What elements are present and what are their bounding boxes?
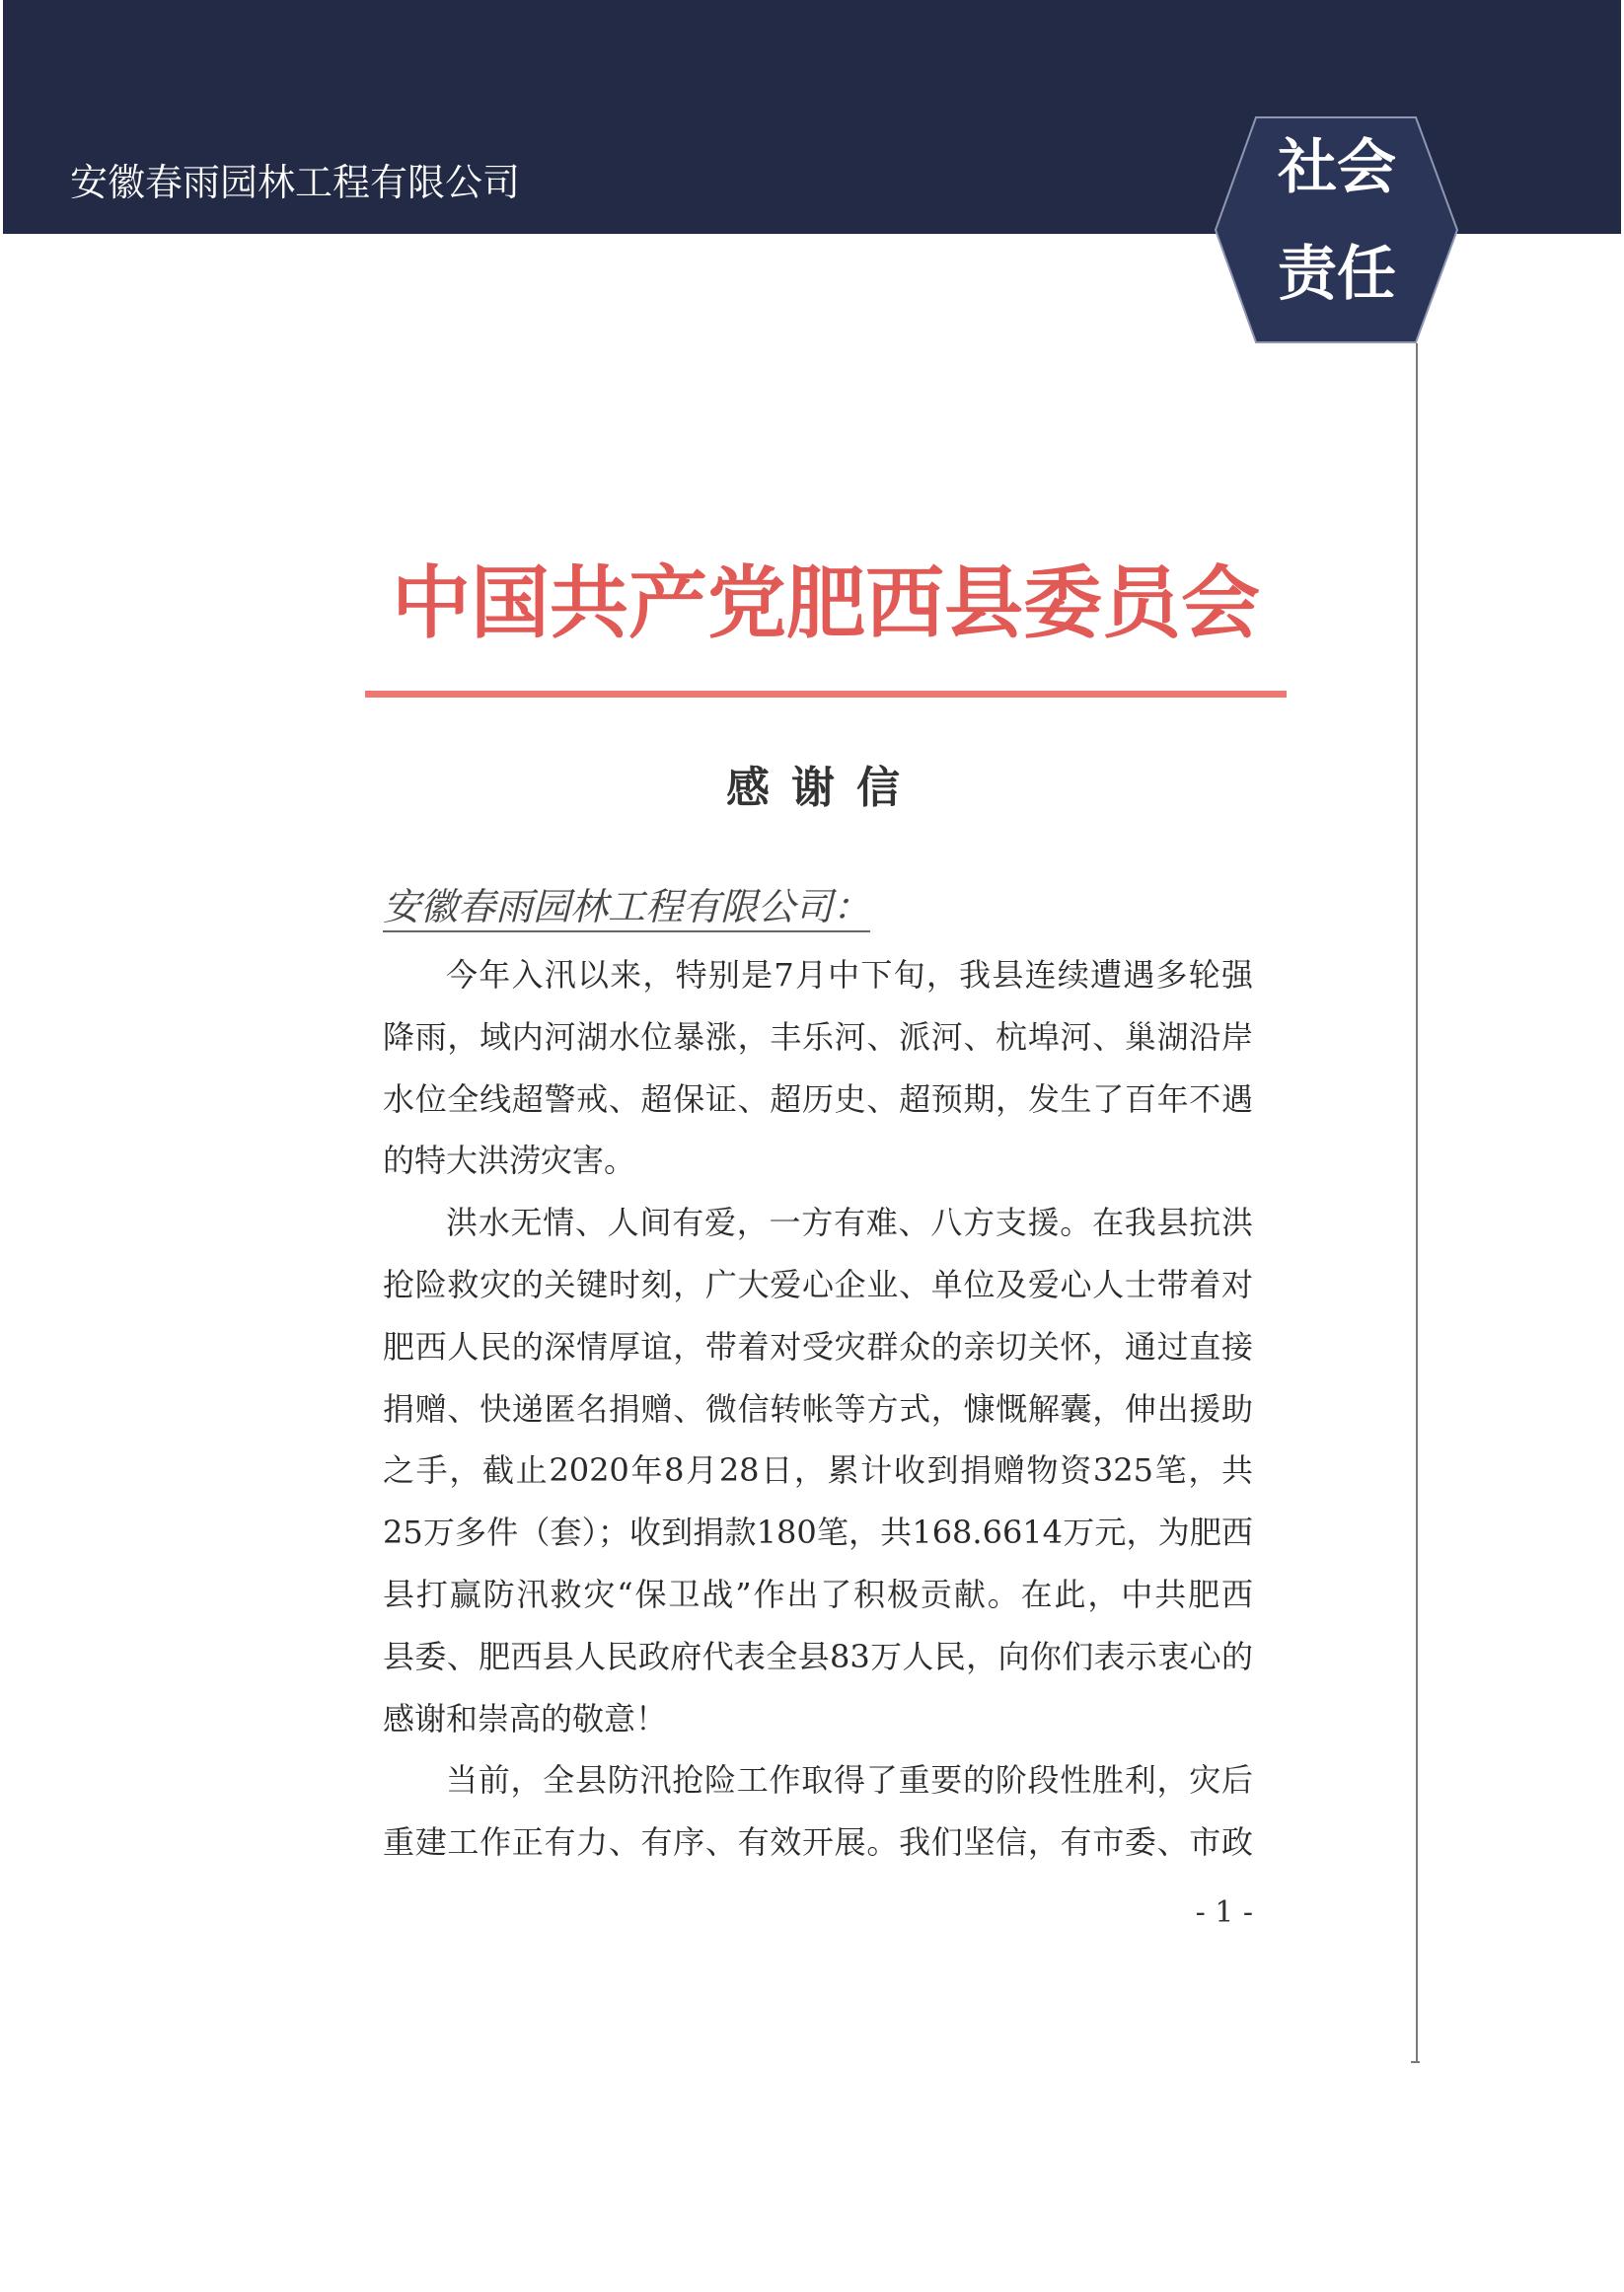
body-line: 感谢和崇高的敬意！	[383, 1699, 668, 1737]
body-line: 今年入汛以来，特别是7月中下旬，我县连续遭遇多轮强	[446, 956, 1253, 994]
paragraph-3	[383, 1749, 1253, 1874]
letterhead-issuer: 中国共产党肥西县委员会	[392, 556, 1260, 649]
page-number: - 1 -	[1195, 1895, 1253, 1930]
badge-line-1: 社会	[1278, 133, 1396, 202]
paragraph-1	[383, 944, 1253, 1192]
letter-body	[383, 944, 1253, 1874]
company-name: 安徽春雨园林工程有限公司	[70, 161, 521, 204]
body-line: 降雨，域内河湖水位暴涨，丰乐河、派河、杭埠河、巢湖沿岸	[383, 1017, 1253, 1056]
body-line: 当前，全县防汛抢险工作取得了重要的阶段性胜利，灾后	[446, 1761, 1253, 1800]
body-line: 捐赠、快递匿名捐赠、微信转帐等方式，慷慨解囊，伸出援助	[383, 1389, 1253, 1428]
letterhead-red-rule	[365, 691, 1287, 698]
scan-right-edge-line	[1416, 343, 1418, 2063]
body-line: 洪水无情、人间有爱，一方有难、八方支援。在我县抗洪	[446, 1204, 1253, 1242]
letter-title: 感谢信	[726, 763, 922, 813]
body-line: 水位全线超警戒、超保证、超历史、超预期，发生了百年不遇	[383, 1079, 1253, 1118]
body-line: 之手，截止2020年8月28日，累计收到捐赠物资325笔，共	[383, 1451, 1253, 1490]
handwritten-salutation: 安徽春雨园林工程有限公司：	[383, 883, 870, 932]
paragraph-2	[383, 1192, 1253, 1749]
badge-line-2: 责任	[1278, 240, 1396, 309]
body-line: 25万多件（套）；收到捐款180笔，共168.6614万元，为肥西	[383, 1514, 1253, 1552]
body-line: 县委、肥西县人民政府代表全县83万人民，向你们表示衷心的	[383, 1637, 1253, 1675]
body-line: 抢险救灾的关键时刻，广大爱心企业、单位及爱心人士带着对	[383, 1265, 1253, 1303]
body-line: 肥西人民的深情厚谊，带着对受灾群众的亲切关怀，通过直接	[383, 1327, 1253, 1366]
body-line: 县打赢防汛救灾“保卫战”作出了积极贡献。在此，中共肥西	[383, 1575, 1253, 1613]
body-line: 重建工作正有力、有序、有效开展。我们坚信，有市委、市政	[383, 1823, 1253, 1862]
body-line: 的特大洪涝灾害。	[383, 1142, 636, 1180]
scan-corner-tick	[1411, 2061, 1420, 2063]
social-responsibility-badge	[1214, 115, 1460, 344]
